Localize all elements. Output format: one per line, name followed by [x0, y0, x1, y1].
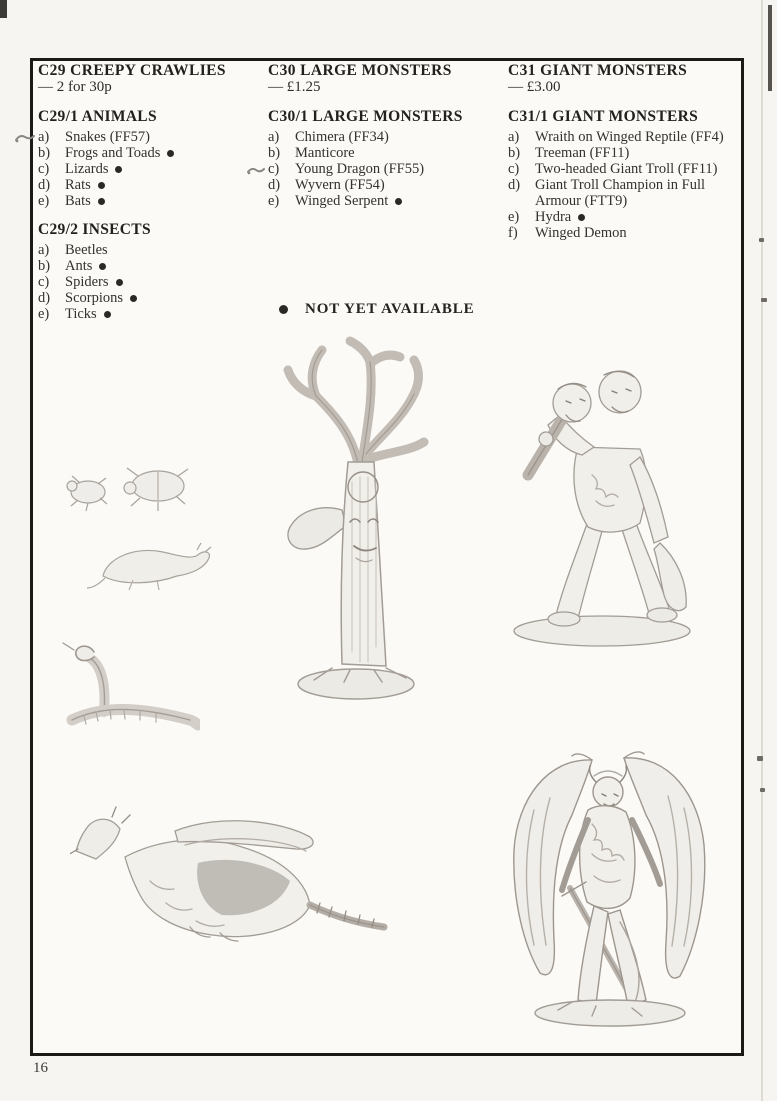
item-letter: e) — [508, 209, 520, 225]
young-dragon-photo — [70, 785, 390, 967]
not-available-dot — [115, 166, 122, 173]
scan-speck — [760, 788, 765, 792]
not-available-dot — [99, 263, 106, 270]
section-title: C31 GIANT MONSTERS — [508, 62, 688, 79]
section-title: C29 CREEPY CRAWLIES — [38, 62, 226, 79]
not-available-dot — [578, 214, 585, 221]
item-label: Rats — [65, 177, 91, 193]
pen-annotation-mark — [246, 164, 266, 180]
scan-edge-streak — [768, 5, 772, 91]
scan-speck — [761, 298, 767, 302]
catalog-item — [268, 177, 496, 193]
catalog-item — [38, 129, 250, 145]
catalog-item — [38, 258, 250, 274]
item-letter: c) — [38, 161, 50, 177]
item-label: Winged Demon — [535, 225, 627, 241]
item-letter: d) — [268, 177, 281, 193]
item-label: Frogs and Toads — [65, 145, 161, 161]
item-letter: a) — [508, 129, 520, 145]
item-letter: b) — [268, 145, 281, 161]
item-label: Ants — [65, 258, 93, 274]
catalog-item — [38, 145, 250, 161]
subsection-heading: C29/1 ANIMALS — [38, 108, 157, 125]
item-label: Treeman (FF11) — [535, 145, 630, 161]
item-letter: e) — [38, 193, 50, 209]
section-price: — £3.00 — [508, 79, 561, 95]
not-available-dot — [116, 279, 123, 286]
catalog-item — [508, 225, 744, 241]
item-label: Manticore — [295, 145, 355, 161]
catalog-item — [268, 129, 496, 145]
section-c30 — [268, 62, 496, 209]
scan-corner-mark — [0, 0, 7, 18]
scan-speck — [759, 238, 764, 242]
item-label: Two-headed Giant Troll (FF11) — [535, 161, 718, 177]
legend-label: NOT YET AVAILABLE — [305, 301, 475, 317]
item-letter: a) — [268, 129, 280, 145]
section-price: — £1.25 — [268, 79, 321, 95]
catalog-item — [508, 145, 744, 161]
item-label: Snakes (FF57) — [65, 129, 150, 145]
catalog-item — [38, 242, 250, 258]
section-c31 — [508, 62, 744, 241]
item-letter: f) — [508, 225, 518, 241]
not-yet-available-legend — [279, 301, 475, 318]
item-label: Scorpions — [65, 290, 123, 306]
pair-of-beetles-photo — [58, 448, 198, 523]
not-available-dot — [279, 305, 288, 314]
page-number: 16 — [33, 1060, 48, 1076]
item-letter: a) — [38, 129, 50, 145]
item-letter: d) — [508, 177, 521, 193]
catalog-item — [268, 193, 496, 209]
section-c29 — [38, 62, 250, 322]
section-title: C30 LARGE MONSTERS — [268, 62, 452, 79]
catalog-item — [38, 161, 250, 177]
not-available-dot — [130, 295, 137, 302]
not-available-dot — [104, 311, 111, 318]
item-letter: c) — [38, 274, 50, 290]
treeman-photo — [262, 332, 444, 707]
item-letter: c) — [508, 161, 520, 177]
catalog-item — [508, 129, 744, 145]
item-letter: d) — [38, 177, 51, 193]
scan-speck — [757, 756, 763, 761]
catalog-item — [268, 161, 496, 177]
item-label: Winged Serpent — [295, 193, 389, 209]
subsection-heading: C30/1 LARGE MONSTERS — [268, 108, 463, 125]
item-label: Wraith on Winged Reptile (FF4) — [535, 129, 724, 145]
item-label: Giant Troll Champion in Full Armour (FTT9) — [535, 177, 705, 209]
item-letter: b) — [508, 145, 521, 161]
catalog-item — [508, 209, 744, 225]
item-label: Young Dragon (FF55) — [295, 161, 425, 177]
catalog-item — [38, 274, 250, 290]
item-label: Ticks — [65, 306, 97, 322]
section-price: — 2 for 30p — [38, 79, 112, 95]
catalog-item — [268, 145, 496, 161]
catalog-item — [38, 193, 250, 209]
item-label: Lizards — [65, 161, 109, 177]
item-letter: a) — [38, 242, 50, 258]
catalog-item — [38, 306, 250, 322]
catalog-item — [38, 177, 250, 193]
crouching-rat-photo — [85, 530, 220, 600]
item-letter: b) — [38, 145, 51, 161]
item-label: Chimera (FF34) — [295, 129, 389, 145]
item-letter: b) — [38, 258, 51, 274]
item-label: Spiders — [65, 274, 109, 290]
not-available-dot — [98, 182, 105, 189]
subsection-heading: C31/1 GIANT MONSTERS — [508, 108, 699, 125]
item-letter: e) — [38, 306, 50, 322]
item-label: Bats — [65, 193, 91, 209]
item-letter: d) — [38, 290, 51, 306]
not-available-dot — [167, 150, 174, 157]
catalog-item — [508, 161, 744, 177]
winged-demon-photo — [492, 720, 727, 1032]
subsection-heading: C29/2 INSECTS — [38, 221, 151, 238]
item-label: Hydra — [535, 209, 572, 225]
item-letter: c) — [268, 161, 280, 177]
not-available-dot — [98, 198, 105, 205]
item-label: Beetles — [65, 242, 108, 258]
scan-page-edge-line — [761, 0, 763, 1101]
item-label: Wyvern (FF54) — [295, 177, 385, 193]
pen-annotation-mark — [14, 132, 36, 148]
catalog-item — [508, 177, 744, 209]
item-letter: e) — [268, 193, 280, 209]
two-headed-giant-troll-photo — [500, 355, 710, 653]
snake-photo — [60, 638, 200, 738]
not-available-dot — [395, 198, 402, 205]
catalog-item — [38, 290, 250, 306]
